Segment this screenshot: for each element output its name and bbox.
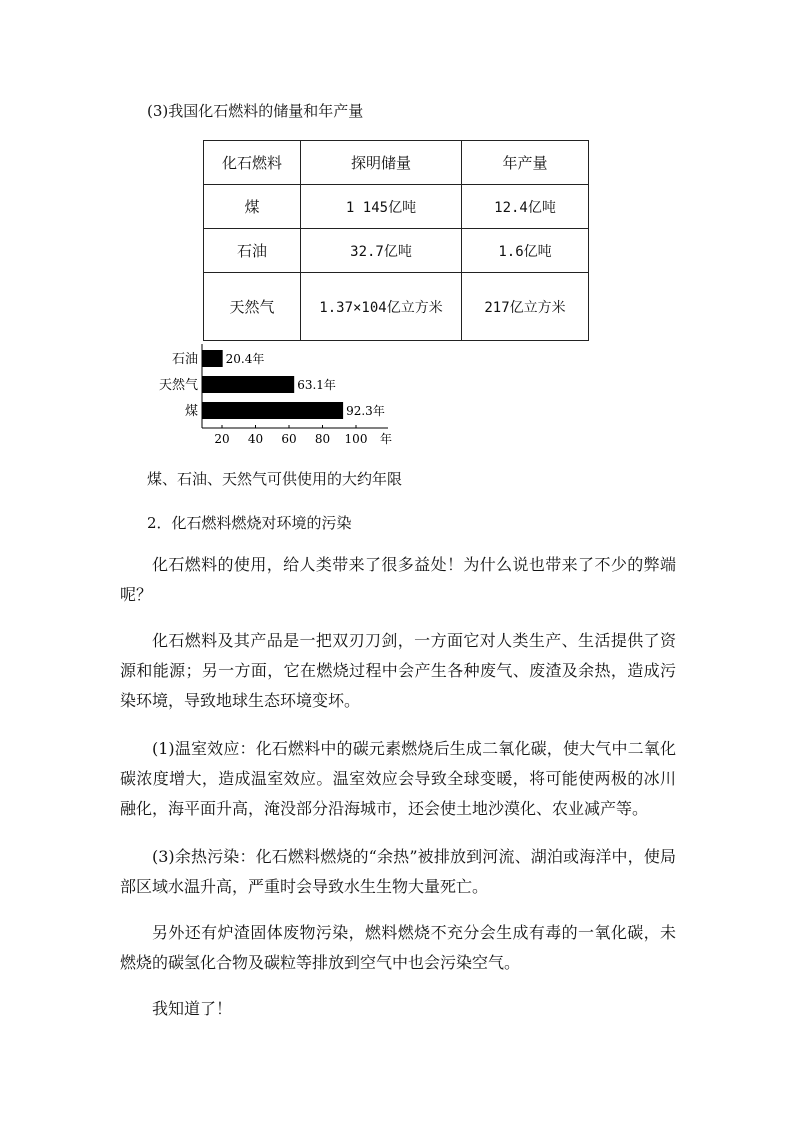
x-tick-label: 60 [281, 432, 297, 446]
bar [202, 402, 343, 419]
x-tick-label: 20 [214, 432, 230, 446]
table-header-cell: 年产量 [462, 141, 589, 185]
table-cell: 1.6亿吨 [462, 229, 589, 273]
x-tick-label: 40 [247, 432, 264, 446]
category-label: 天然气 [158, 378, 198, 393]
bar [202, 376, 294, 393]
section-title: 2．化石燃料燃烧对环境的污染 [147, 514, 352, 532]
table-cell: 1.37×104亿立方米 [301, 273, 462, 341]
category-label: 煤 [184, 404, 198, 419]
table-cell: 煤 [204, 185, 301, 229]
paragraph: 化石燃料的使用，给人类带来了很多益处！为什么说也带来了不少的弊端呢？ [120, 555, 676, 604]
value-label: 63.1年 [297, 378, 336, 392]
paragraph: 化石燃料及其产品是一把双刃刀剑，一方面它对人类生产、生活提供了资源和能源；另一方面，它在燃烧过程中会产生各种废气、废渣及余热，造成污染环境，导致地球生态环境变坏。 [120, 631, 676, 710]
table-cell: 天然气 [204, 273, 301, 341]
fuel-reserves-table [203, 140, 589, 341]
table-cell: 石油 [204, 229, 301, 273]
table-cell: 217亿立方米 [462, 273, 589, 341]
paragraph: (1)温室效应：化石燃料中的碳元素燃烧后生成二氧化碳，使大气中二氧化碳浓度增大，造成温室效应。温室效应会导致全球变暖，将可能使两极的冰川融化，海平面升高，淹没部分沿海城市，还会使土地沙漠化、农业减产等。 [120, 739, 676, 818]
table-header-row [204, 141, 589, 185]
category-label: 石油 [171, 352, 198, 367]
section-heading: (3)我国化石燃料的储量和年产量 [147, 102, 364, 120]
value-label: 20.4年 [225, 352, 265, 366]
chart-caption: 煤、石油、天然气可供使用的大约年限 [147, 470, 403, 488]
table-cell: 1 145亿吨 [301, 185, 462, 229]
table-cell: 32.7亿吨 [301, 229, 462, 273]
value-label: 92.3年 [346, 404, 385, 418]
years-bar-chart [150, 340, 410, 450]
table-row [204, 273, 589, 341]
x-tick-label: 100 [344, 432, 368, 446]
table-row [204, 185, 589, 229]
table-header-cell: 探明储量 [301, 141, 462, 185]
table-row [204, 229, 589, 273]
table-header-cell: 化石燃料 [204, 141, 301, 185]
table-cell: 12.4亿吨 [462, 185, 589, 229]
paragraph: 我知道了！ [152, 999, 233, 1018]
paragraph: 另外还有炉渣固体废物污染，燃料燃烧不充分会生成有毒的一氧化碳，未燃烧的碳氢化合物及碳粒等排放到空气中也会污染空气。 [120, 923, 676, 972]
x-tick-label: 80 [314, 432, 331, 446]
x-axis-unit: 年 [379, 432, 393, 446]
bar [202, 350, 223, 367]
paragraph: (3)余热污染：化石燃料燃烧的“余热”被排放到河流、湖泊或海洋中，使局部区域水温升高，严重时会导致水生生物大量死亡。 [120, 847, 676, 896]
